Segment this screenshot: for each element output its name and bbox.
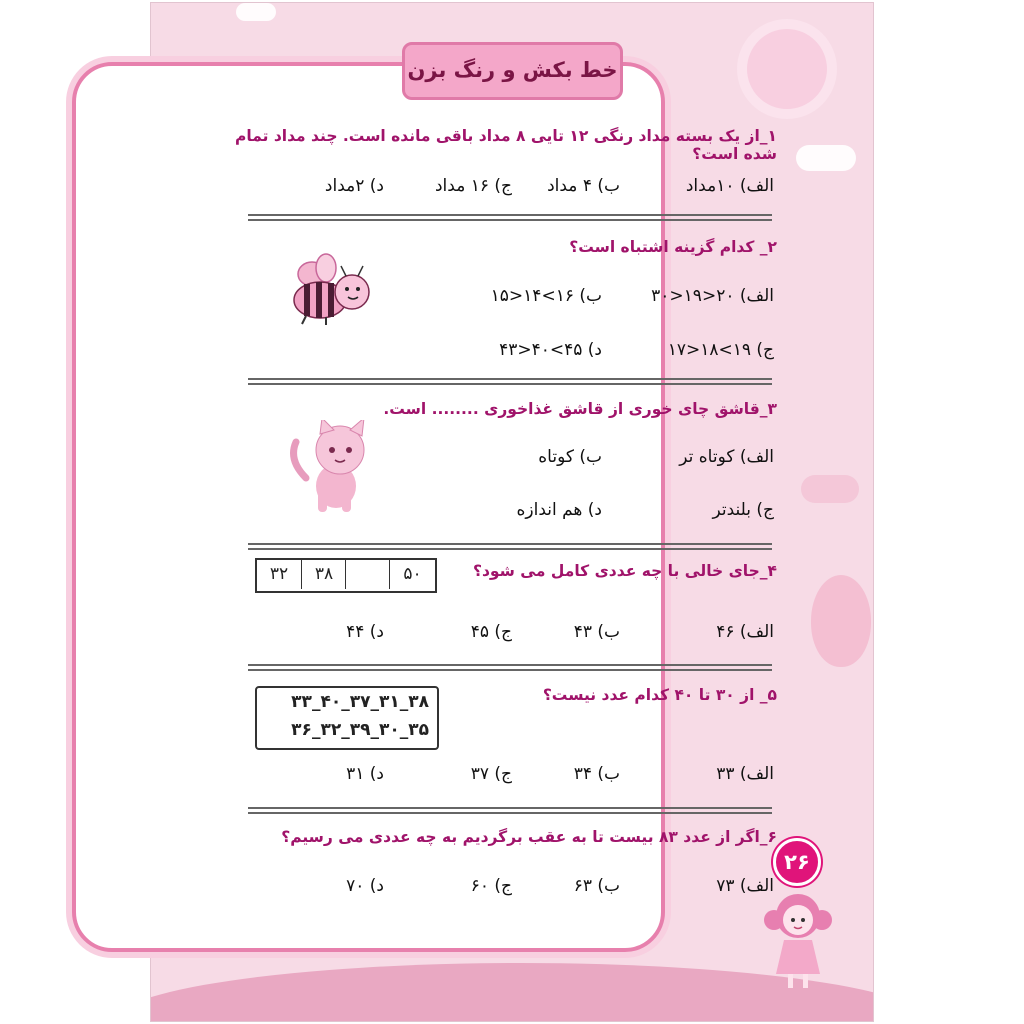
balloon-illustration	[811, 575, 871, 667]
sun-illustration	[747, 29, 827, 109]
number-list-box	[255, 686, 439, 750]
question-2-text: ۲_ کدام گزینه اشتباه است؟	[569, 238, 777, 256]
question-6-option-a[interactable]: الف) ۷۳	[716, 876, 774, 896]
question-2-option-d[interactable]: د) ۴۵>۴۰<۴۳	[499, 340, 602, 360]
separator	[248, 214, 772, 221]
question-5-option-c[interactable]: ج) ۳۷	[470, 764, 512, 784]
question-1-option-b[interactable]: ب) ۴ مداد	[547, 176, 620, 196]
question-3-text: ۳_قاشق چای خوری از قاشق غذاخوری ........ است.	[383, 400, 777, 418]
question-1-text: ۱_از یک بسته مداد رنگی ۱۲ تایی ۸ مداد باقی مانده است. چند مداد تمام شده است؟	[235, 127, 777, 163]
number-list-line-1: ۳۸_۳۱_۳۷_۴۰_۳۳	[291, 692, 429, 712]
question-4-option-c[interactable]: ج) ۴۵	[470, 622, 512, 642]
title-banner	[402, 42, 623, 100]
girl-illustration	[760, 890, 836, 990]
question-5-option-d[interactable]: د) ۳۱	[346, 764, 384, 784]
question-3-option-c[interactable]: ج) بلندتر	[712, 500, 774, 520]
question-2-option-a[interactable]: الف) ۲۰<۱۹<۳۰	[651, 286, 774, 306]
question-3-option-a[interactable]: الف) کوتاه تر	[679, 447, 774, 467]
question-3-option-d[interactable]: د) هم اندازه	[516, 500, 602, 520]
question-5-option-b[interactable]: ب) ۳۴	[573, 764, 620, 784]
sequence-cell-blank[interactable]	[345, 560, 390, 589]
cloud-illustration	[796, 145, 856, 171]
question-1-option-d[interactable]: د) ۲مداد	[324, 176, 384, 196]
question-2-option-b[interactable]: ب) ۱۶>۱۴<۱۵	[490, 286, 602, 306]
sequence-cell: ۳۲	[269, 564, 289, 584]
question-4-option-d[interactable]: د) ۴۴	[346, 622, 384, 642]
question-6-option-c[interactable]: ج) ۶۰	[470, 876, 512, 896]
page-number-badge: ۲۶	[773, 838, 821, 886]
question-3-option-b[interactable]: ب) کوتاه	[538, 447, 602, 467]
number-list-line-2: ۳۵_۳۰_۳۹_۳۲_۳۶	[291, 720, 429, 740]
page-title: خط بکش و رنگ بزن	[407, 58, 618, 82]
question-2-option-c[interactable]: ج) ۱۹>۱۸<۱۷	[667, 340, 774, 360]
question-4-option-a[interactable]: الف) ۴۶	[716, 622, 774, 642]
question-5-text: ۵_ از ۳۰ تا ۴۰ کدام عدد نیست؟	[542, 686, 777, 704]
sequence-cell: ۳۸	[301, 560, 346, 589]
bee-illustration	[286, 252, 376, 326]
cloud-illustration	[236, 3, 276, 21]
separator	[248, 664, 772, 671]
question-1-option-a[interactable]: الف) ۱۰مداد	[685, 176, 774, 196]
sequence-cell: ۵۰	[389, 560, 435, 589]
cat-illustration	[284, 420, 384, 516]
separator	[248, 807, 772, 814]
separator	[248, 378, 772, 385]
question-1-option-c[interactable]: ج) ۱۶ مداد	[434, 176, 512, 196]
number-sequence-box	[255, 558, 437, 593]
question-6-option-d[interactable]: د) ۷۰	[346, 876, 384, 896]
question-6-text: ۶_اگر از عدد ۸۳ بیست تا به عقب برگردیم به چه عددی می رسیم؟	[281, 828, 777, 846]
separator	[248, 543, 772, 550]
question-4-option-b[interactable]: ب) ۴۳	[573, 622, 620, 642]
question-4-text: ۴_جای خالی با چه عددی کامل می شود؟	[472, 562, 777, 580]
question-5-option-a[interactable]: الف) ۳۳	[716, 764, 774, 784]
cloud-illustration	[801, 475, 859, 503]
question-6-option-b[interactable]: ب) ۶۳	[573, 876, 620, 896]
